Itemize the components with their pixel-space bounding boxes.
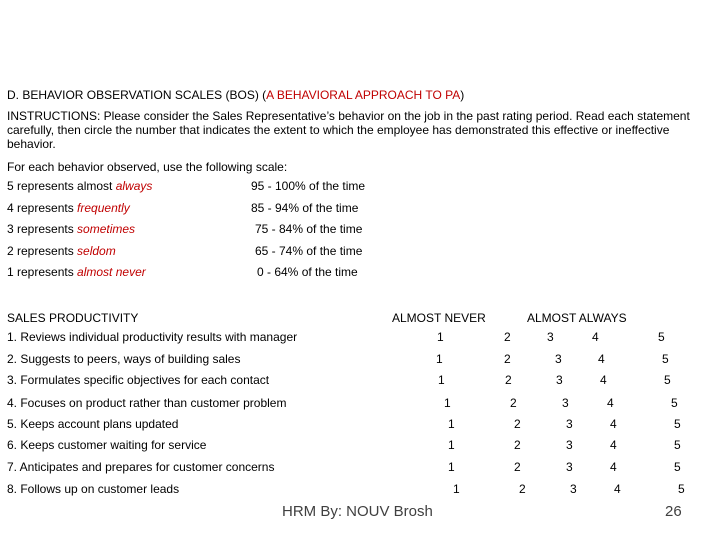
behavior-item-3: 3. Formulates specific objectives for each contact	[7, 373, 270, 387]
rating-option-5-1: 1	[448, 417, 455, 431]
rating-option-2-2: 2	[504, 352, 511, 366]
rating-option-4-4: 4	[607, 396, 614, 410]
scale-term: always	[115, 179, 153, 193]
section-title	[7, 88, 464, 102]
rating-option-6-1: 1	[448, 438, 455, 452]
table-heading: SALES PRODUCTIVITY	[7, 311, 139, 325]
scale-range-2: 65 - 74% of the time	[255, 244, 363, 258]
scale-row-3	[7, 222, 135, 236]
section-title-suffix: )	[460, 88, 465, 102]
rating-option-3-4: 4	[600, 373, 607, 387]
scale-term: almost never	[77, 265, 146, 279]
rating-option-2-1: 1	[436, 352, 443, 366]
scale-row-1	[7, 265, 146, 279]
footer-credit: HRM By: NOUV Brosh	[282, 503, 433, 520]
page-number: 26	[665, 503, 682, 520]
scale-range-1: 0 - 64% of the time	[257, 265, 358, 279]
rating-option-1-2: 2	[504, 330, 511, 344]
scale-range-3: 75 - 84% of the time	[255, 222, 363, 236]
behavior-item-8: 8. Follows up on customer leads	[7, 482, 180, 496]
rating-option-3-3: 3	[556, 373, 563, 387]
rating-option-6-5: 5	[674, 438, 681, 452]
rating-option-7-5: 5	[674, 460, 681, 474]
rating-option-7-1: 1	[448, 460, 455, 474]
rating-option-2-5: 5	[662, 352, 669, 366]
behavior-item-1: 1. Reviews individual productivity results with manager	[7, 330, 298, 344]
rating-option-1-1: 1	[437, 330, 444, 344]
column-almost-never: ALMOST NEVER	[392, 311, 486, 325]
scale-intro: For each behavior observed, use the following scale:	[7, 160, 288, 174]
rating-option-5-2: 2	[514, 417, 521, 431]
behavior-item-6: 6. Keeps customer waiting for service	[7, 438, 207, 452]
scale-row-5	[7, 179, 152, 193]
rating-option-3-1: 1	[438, 373, 445, 387]
rating-option-7-3: 3	[566, 460, 573, 474]
rating-option-4-5: 5	[671, 396, 678, 410]
scale-prefix: 2 represents	[7, 244, 78, 258]
rating-option-8-5: 5	[678, 482, 685, 496]
rating-option-4-2: 2	[510, 396, 517, 410]
column-almost-always: ALMOST ALWAYS	[527, 311, 627, 325]
rating-option-3-2: 2	[505, 373, 512, 387]
scale-prefix: 4 represents	[7, 201, 78, 215]
section-title-prefix: D. BEHAVIOR OBSERVATION SCALES (BOS) (	[7, 88, 267, 102]
scale-prefix: 3 represents	[7, 222, 78, 236]
rating-option-1-3: 3	[547, 330, 554, 344]
scale-range-5: 95 - 100% of the time	[251, 179, 366, 193]
scale-range-4: 85 - 94% of the time	[251, 201, 359, 215]
behavior-item-5: 5. Keeps account plans updated	[7, 417, 179, 431]
scale-prefix: 5 represents almost	[7, 179, 116, 193]
scale-term: frequently	[77, 201, 130, 215]
behavior-item-4: 4. Focuses on product rather than customer problem	[7, 396, 287, 410]
rating-option-7-4: 4	[610, 460, 617, 474]
instructions-text: INSTRUCTIONS: Please consider the Sales Representative’s behavior on the job in the past rating period. Read each statement carefully, then circle the number that indicates the extent to which the employee has demonstrated this effective or ineffective behavior.	[7, 109, 690, 151]
rating-option-8-2: 2	[519, 482, 526, 496]
behavior-item-2: 2. Suggests to peers, ways of building sales	[7, 352, 241, 366]
rating-option-5-4: 4	[610, 417, 617, 431]
rating-option-1-5: 5	[658, 330, 665, 344]
rating-option-8-1: 1	[453, 482, 460, 496]
scale-prefix: 1 represents	[7, 265, 78, 279]
section-title-highlight: A BEHAVIORAL APPROACH TO PA	[266, 88, 461, 102]
scale-term: seldom	[77, 244, 116, 258]
rating-option-7-2: 2	[514, 460, 521, 474]
rating-option-3-5: 5	[664, 373, 671, 387]
rating-option-4-3: 3	[562, 396, 569, 410]
rating-option-6-2: 2	[514, 438, 521, 452]
rating-option-8-3: 3	[570, 482, 577, 496]
rating-option-5-3: 3	[566, 417, 573, 431]
rating-option-5-5: 5	[674, 417, 681, 431]
rating-option-8-4: 4	[614, 482, 621, 496]
rating-option-6-3: 3	[566, 438, 573, 452]
rating-option-1-4: 4	[592, 330, 599, 344]
behavior-item-7: 7. Anticipates and prepares for customer concerns	[7, 460, 275, 474]
rating-option-2-4: 4	[598, 352, 605, 366]
scale-row-4	[7, 201, 130, 215]
scale-row-2	[7, 244, 116, 258]
rating-option-4-1: 1	[444, 396, 451, 410]
scale-term: sometimes	[77, 222, 136, 236]
rating-option-2-3: 3	[555, 352, 562, 366]
rating-option-6-4: 4	[610, 438, 617, 452]
